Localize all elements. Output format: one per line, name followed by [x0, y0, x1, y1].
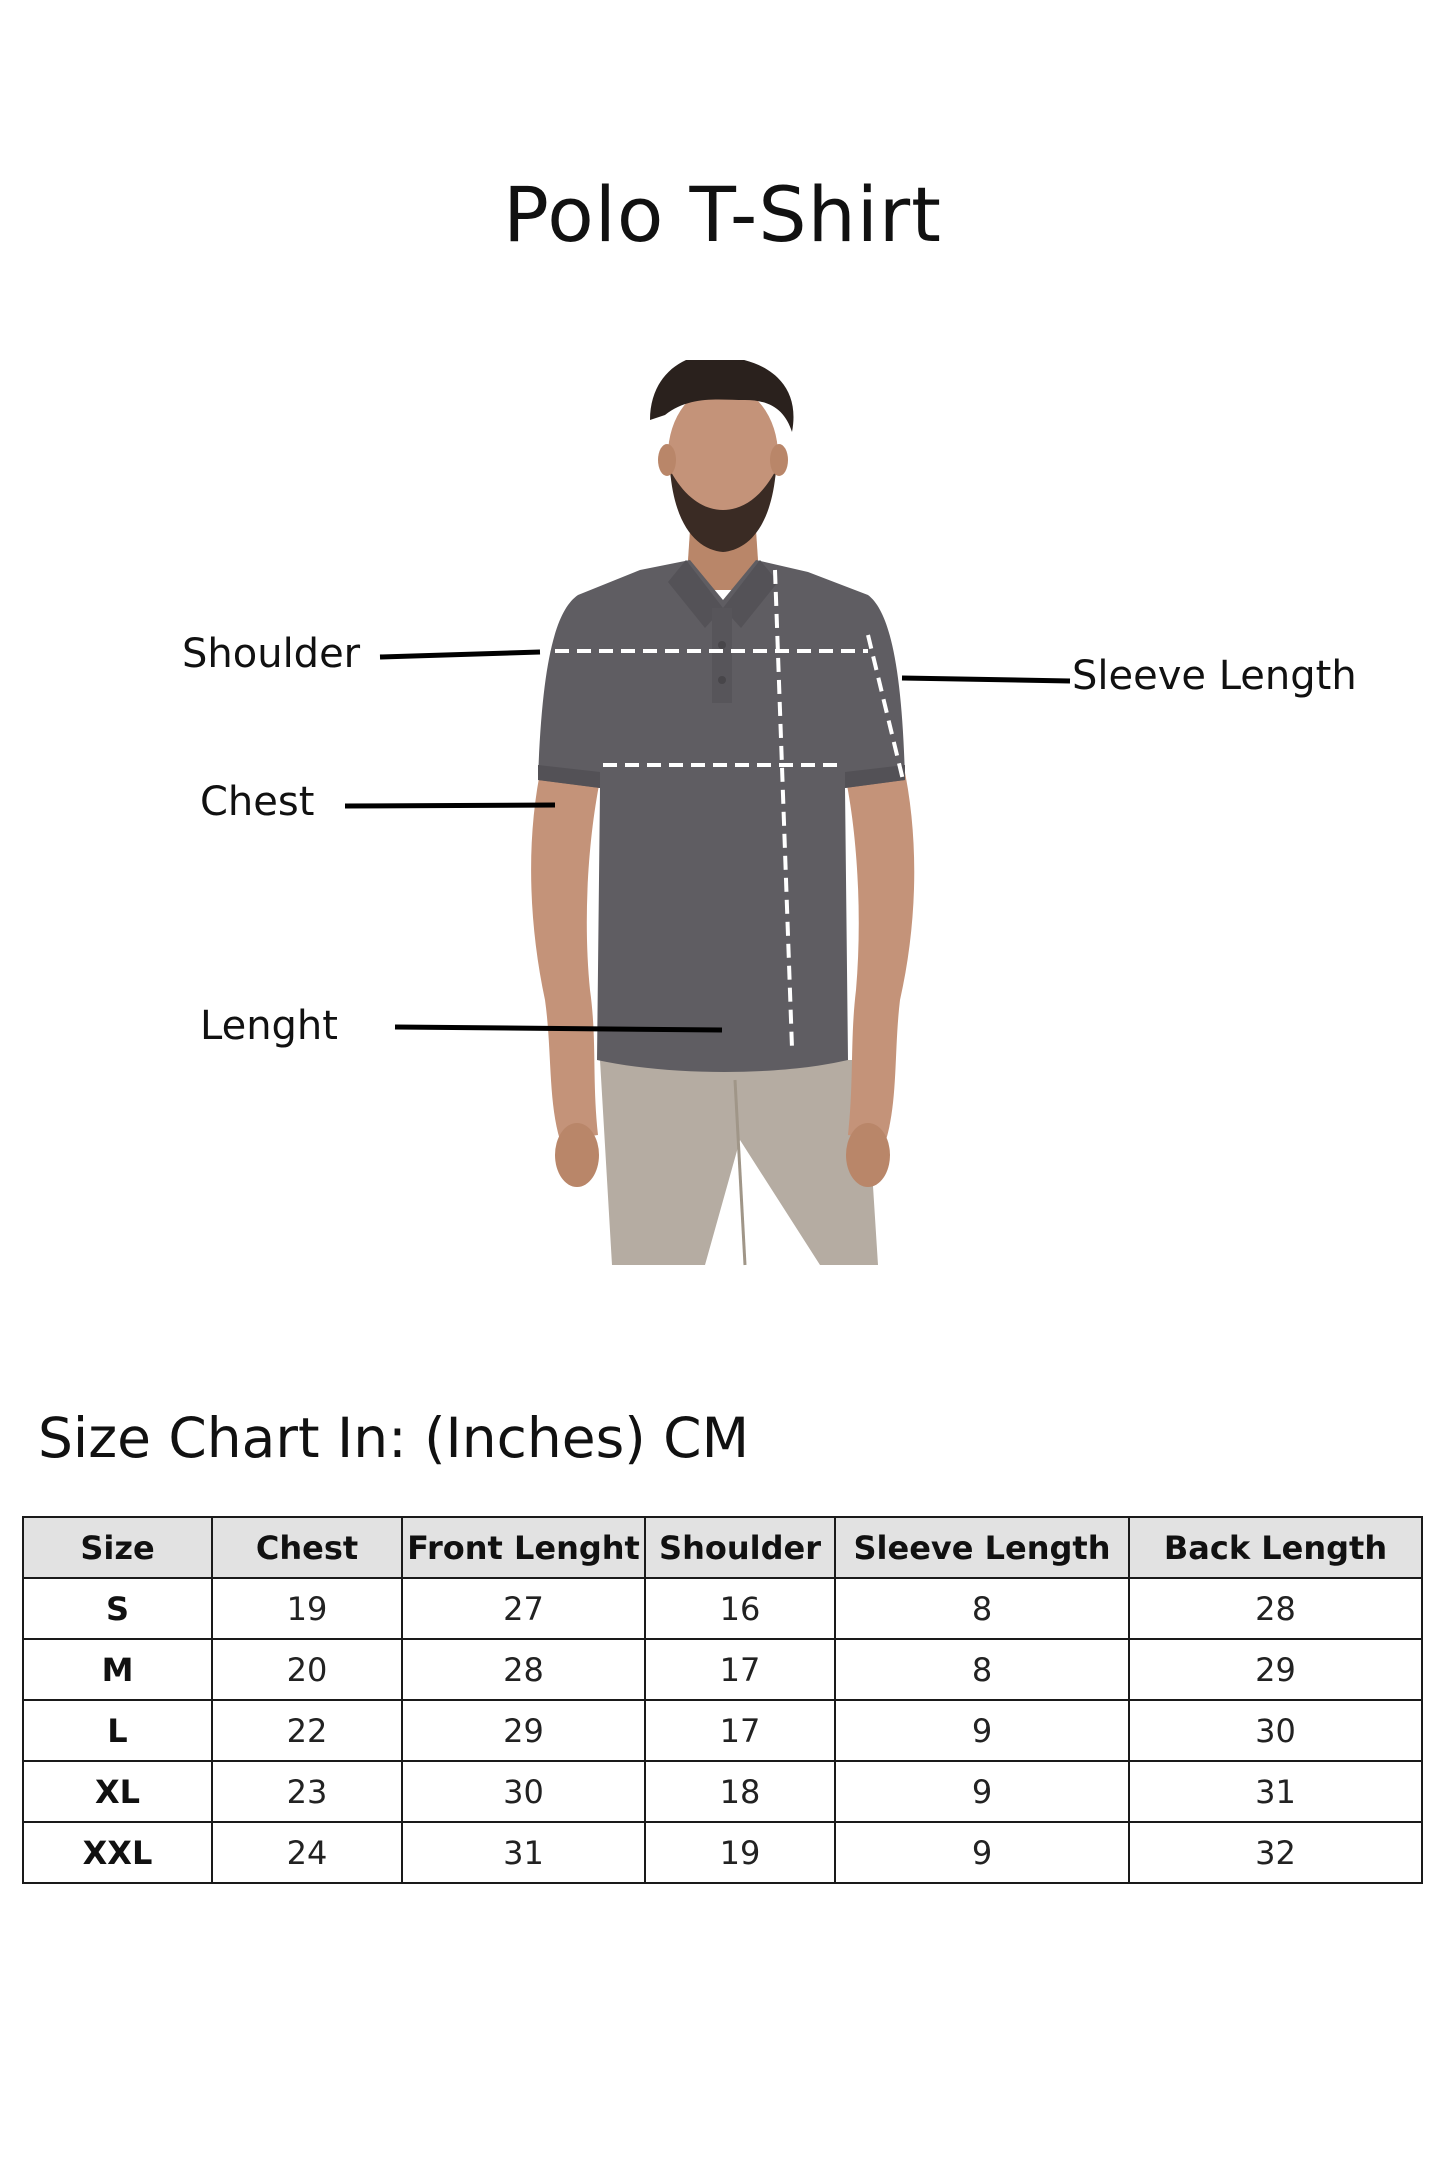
column-header-size: Size	[23, 1517, 212, 1578]
front-length-cell: 31	[402, 1822, 645, 1883]
left-arm	[531, 750, 600, 1140]
shoulder-leader	[380, 652, 540, 657]
table-row	[23, 1639, 1422, 1700]
back-length-cell: 30	[1129, 1700, 1422, 1761]
column-header-front-length: Front Lenght	[402, 1517, 645, 1578]
column-header-chest: Chest	[212, 1517, 402, 1578]
back-length-cell: 28	[1129, 1578, 1422, 1639]
column-header-shoulder: Shoulder	[645, 1517, 835, 1578]
sleeve-length-cell: 9	[835, 1822, 1129, 1883]
size-chart-table	[22, 1516, 1423, 1884]
right-arm	[846, 750, 914, 1140]
front-length-cell: 27	[402, 1578, 645, 1639]
chest-cell: 19	[212, 1578, 402, 1639]
shoulder-cell: 16	[645, 1578, 835, 1639]
size-cell: XXL	[23, 1822, 212, 1883]
size-cell: M	[23, 1639, 212, 1700]
column-header-back-length: Back Length	[1129, 1517, 1422, 1578]
size-cell: S	[23, 1578, 212, 1639]
column-header-sleeve-length: Sleeve Length	[835, 1517, 1129, 1578]
size-chart-heading: Size Chart In: (Inches) CM	[38, 1406, 750, 1470]
chest-cell: 20	[212, 1639, 402, 1700]
table-row	[23, 1822, 1422, 1883]
table-header-row	[23, 1517, 1422, 1578]
table-row	[23, 1761, 1422, 1822]
shoulder-cell: 18	[645, 1761, 835, 1822]
back-length-cell: 29	[1129, 1639, 1422, 1700]
front-length-cell: 28	[402, 1639, 645, 1700]
length-leader	[395, 1027, 722, 1030]
sleeve-length-cell: 8	[835, 1639, 1129, 1700]
table-row	[23, 1700, 1422, 1761]
table-row	[23, 1578, 1422, 1639]
front-length-cell: 29	[402, 1700, 645, 1761]
shoulder-cell: 19	[645, 1822, 835, 1883]
sleeve-length-cell: 9	[835, 1700, 1129, 1761]
size-cell: XL	[23, 1761, 212, 1822]
chest-cell: 22	[212, 1700, 402, 1761]
shoulder-cell: 17	[645, 1639, 835, 1700]
shoulder-label: Shoulder	[182, 631, 361, 677]
page-title: Polo T-Shirt	[503, 170, 942, 259]
shoulder-cell: 17	[645, 1700, 835, 1761]
back-length-cell: 32	[1129, 1822, 1422, 1883]
chest-leader	[345, 805, 555, 806]
sleeve-leader	[902, 678, 1070, 681]
size-cell: L	[23, 1700, 212, 1761]
chest-cell: 24	[212, 1822, 402, 1883]
chest-cell: 23	[212, 1761, 402, 1822]
chest-label: Chest	[200, 779, 315, 825]
front-length-cell: 30	[402, 1761, 645, 1822]
sleeve-length-cell: 9	[835, 1761, 1129, 1822]
back-length-cell: 31	[1129, 1761, 1422, 1822]
length-label: Lenght	[200, 1003, 338, 1049]
measurement-diagram	[0, 360, 1445, 1280]
sleeve-length-cell: 8	[835, 1578, 1129, 1639]
sleeve-length-label: Sleeve Length	[1072, 653, 1357, 699]
